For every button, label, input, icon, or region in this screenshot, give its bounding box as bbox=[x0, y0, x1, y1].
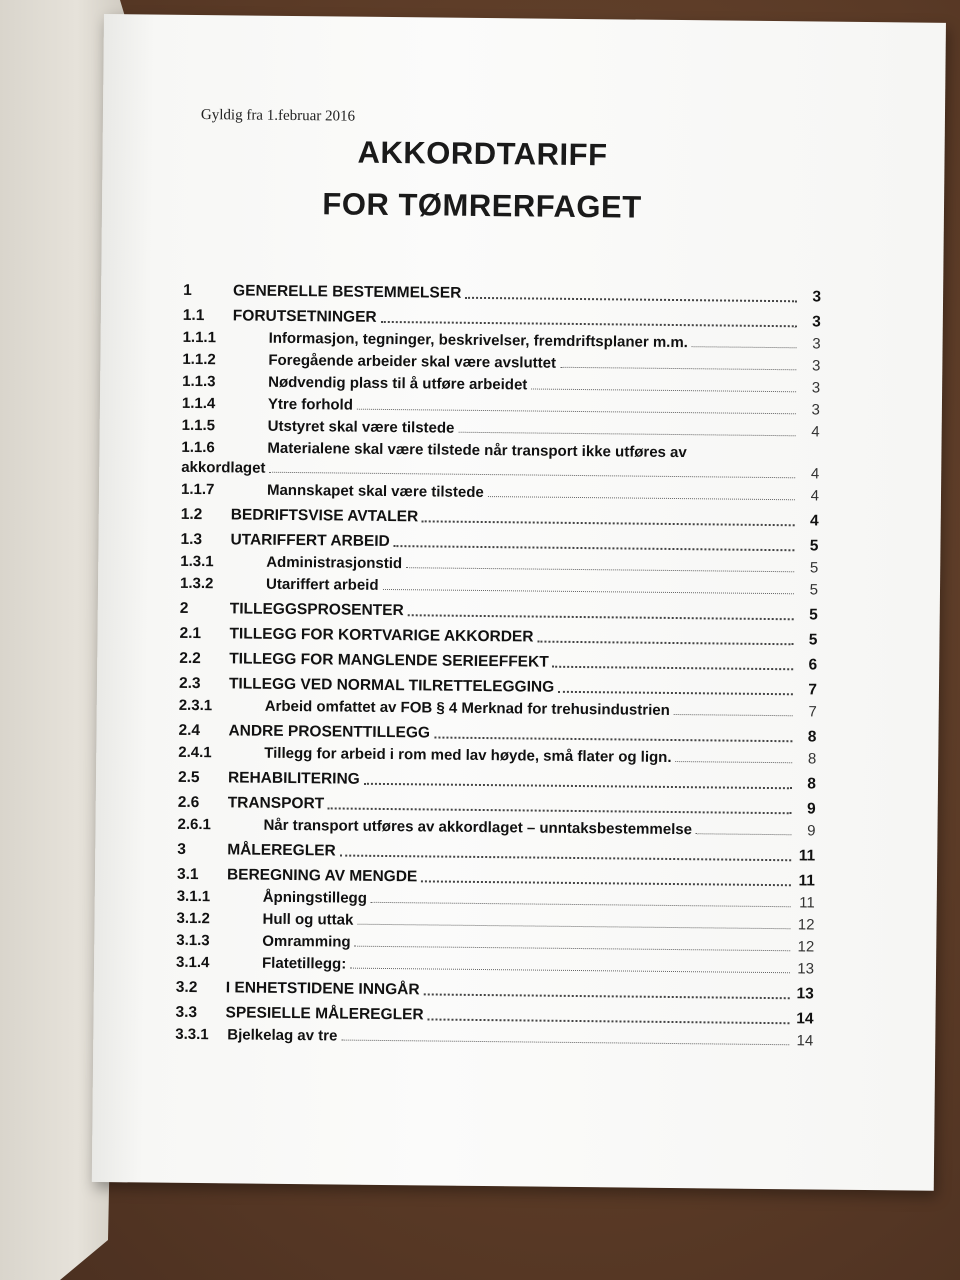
toc-entry-page: 12 bbox=[797, 938, 815, 956]
toc-entry-number: 3.3.1 bbox=[175, 1025, 209, 1044]
dot-leader bbox=[371, 888, 791, 907]
toc-entry-page: 13 bbox=[797, 960, 815, 978]
document-title-line2: FOR TØMRERFAGET bbox=[322, 186, 642, 225]
toc-entry-page: 8 bbox=[807, 775, 817, 793]
toc-entry-title: Foregående arbeider skal være avsluttet bbox=[268, 351, 557, 372]
dot-leader bbox=[421, 866, 791, 886]
toc-entry-title: I ENHETSTIDENE INNGÅR bbox=[225, 979, 420, 999]
toc-entry-page: 4 bbox=[811, 423, 820, 441]
toc-entry bbox=[179, 648, 817, 677]
toc-entry-number: 1.1.1 bbox=[182, 328, 217, 347]
toc-entry-title: FORUTSETNINGER bbox=[232, 307, 377, 326]
dot-leader bbox=[357, 910, 790, 930]
toc-entry-title: Informasjon, tegninger, beskrivelser, fremdriftsplaner m.m. bbox=[268, 329, 688, 352]
toc-entry bbox=[180, 598, 818, 627]
table-of-contents bbox=[175, 277, 821, 1053]
toc-entry-page: 7 bbox=[808, 703, 817, 721]
toc-entry-number: 1.1.6 bbox=[181, 438, 215, 457]
dot-leader bbox=[424, 979, 790, 999]
toc-entry-page: 3 bbox=[811, 379, 821, 397]
toc-entry bbox=[178, 767, 816, 796]
toc-entry-number: 1.2 bbox=[180, 505, 203, 524]
toc-entry-title: Mannskapet skal være tilstede bbox=[266, 481, 484, 502]
dot-leader bbox=[428, 1004, 790, 1024]
toc-entry-page: 11 bbox=[799, 894, 815, 912]
toc-entry-title: Ytre forhold bbox=[267, 395, 354, 414]
toc-entry-page: 8 bbox=[807, 750, 817, 768]
toc-entry-number: 3.1.4 bbox=[175, 953, 210, 972]
toc-entry bbox=[181, 437, 819, 486]
toc-entry-title: MÅLEREGLER bbox=[227, 841, 336, 860]
toc-entry-number: 3.2 bbox=[175, 978, 198, 997]
toc-entry-title: Administrasjonstid bbox=[266, 553, 403, 573]
toc-entry-title: TRANSPORT bbox=[227, 794, 325, 813]
dot-leader bbox=[696, 819, 792, 835]
toc-entry-page: 6 bbox=[808, 656, 818, 674]
toc-entry-number: 1.1.3 bbox=[182, 372, 216, 391]
toc-entry-number: 1 bbox=[183, 281, 192, 299]
toc-entry-title: BEREGNING AV MENGDE bbox=[226, 866, 418, 886]
dot-leader bbox=[406, 553, 794, 572]
toc-entry-number: 2.2 bbox=[179, 649, 201, 668]
dot-leader bbox=[269, 458, 795, 479]
dot-leader bbox=[328, 793, 792, 814]
dot-leader bbox=[355, 932, 791, 952]
dot-leader bbox=[531, 374, 796, 392]
dot-leader bbox=[465, 283, 797, 302]
toc-entry-number: 1.3 bbox=[180, 530, 203, 549]
toc-entry-number: 2.4 bbox=[178, 721, 201, 740]
toc-entry-number: 2.6 bbox=[177, 793, 200, 812]
toc-entry-page: 4 bbox=[810, 487, 820, 505]
toc-entry-title: Nødvendig plass til å utføre arbeidet bbox=[268, 373, 528, 394]
dot-leader bbox=[458, 418, 795, 437]
dot-leader bbox=[676, 747, 793, 763]
toc-entry-number: 2.1 bbox=[179, 624, 202, 643]
toc-entry-page: 4 bbox=[810, 512, 819, 530]
dot-leader bbox=[422, 506, 795, 526]
toc-entry-page: 4 bbox=[810, 465, 820, 483]
dot-leader bbox=[553, 652, 794, 671]
toc-entry-number: 1.1 bbox=[182, 306, 205, 325]
toc-entry-page: 7 bbox=[808, 681, 818, 699]
toc-entry bbox=[177, 839, 815, 868]
toc-entry-title: Hull og uttak bbox=[262, 910, 354, 929]
toc-entry-title-continued: akkordlaget bbox=[181, 458, 266, 477]
toc-entry bbox=[179, 623, 817, 652]
toc-entry-number: 1.3.2 bbox=[179, 574, 214, 593]
toc-entry-title: Arbeid omfattet av FOB § 4 Merknad for trehusindustrien bbox=[264, 697, 670, 719]
toc-entry bbox=[183, 280, 821, 309]
toc-entry-number: 1.1.5 bbox=[181, 416, 216, 435]
toc-entry-number: 2 bbox=[179, 599, 189, 617]
toc-entry-page: 5 bbox=[809, 559, 819, 577]
toc-entry-page: 9 bbox=[807, 822, 816, 840]
dot-leader bbox=[560, 353, 797, 370]
toc-entry-page: 3 bbox=[811, 357, 821, 375]
toc-entry-number: 2.3 bbox=[178, 674, 201, 693]
toc-entry-title: SPESIELLE MÅLEREGLER bbox=[225, 1004, 424, 1024]
toc-entry-title: Flatetillegg: bbox=[261, 954, 347, 973]
toc-entry-number: 2.5 bbox=[177, 768, 200, 787]
dot-leader bbox=[537, 627, 793, 646]
toc-entry-page: 8 bbox=[807, 728, 817, 746]
toc-entry-number: 3.3 bbox=[175, 1003, 198, 1022]
dot-leader bbox=[558, 677, 793, 695]
dot-leader bbox=[692, 332, 797, 348]
document-page bbox=[92, 14, 946, 1191]
dot-leader bbox=[383, 575, 795, 594]
toc-entry-title: Materialene skal være tilstede når transport ikke utføres av bbox=[267, 439, 687, 462]
toc-entry-title: TILLEGG VED NORMAL TILRETTELEGGING bbox=[228, 675, 555, 696]
toc-entry-title: Åpningstillegg bbox=[262, 888, 368, 907]
toc-entry-number: 1.1.4 bbox=[181, 394, 216, 413]
toc-entry-title: ANDRE PROSENTTILLEGG bbox=[228, 722, 431, 742]
toc-entry-page: 11 bbox=[798, 847, 816, 865]
toc-entry-title: TILLEGGSPROSENTER bbox=[229, 600, 404, 620]
toc-entry-number: 1.1.2 bbox=[182, 350, 216, 369]
toc-entry-number: 2.3.1 bbox=[178, 696, 213, 715]
dot-leader bbox=[357, 395, 796, 415]
toc-entry-page: 5 bbox=[809, 537, 819, 555]
dot-leader bbox=[488, 482, 795, 500]
toc-entry bbox=[176, 977, 814, 1006]
dot-leader bbox=[340, 841, 792, 862]
toc-entry-number: 1.3.1 bbox=[180, 552, 214, 571]
toc-entry-title: UTARIFFERT ARBEID bbox=[230, 531, 390, 551]
toc-entry-page: 3 bbox=[812, 288, 822, 306]
toc-entry-page: 3 bbox=[812, 335, 821, 353]
toc-entry-number: 3.1.2 bbox=[176, 909, 210, 928]
toc-entry-page: 5 bbox=[809, 606, 818, 624]
validity-date: Gyldig fra 1.februar 2016 bbox=[200, 107, 356, 125]
toc-entry-page: 14 bbox=[796, 1010, 814, 1028]
toc-entry-page: 9 bbox=[807, 800, 816, 818]
dot-leader bbox=[364, 769, 792, 789]
toc-entry-number: 1.1.7 bbox=[180, 480, 215, 499]
toc-entry-page: 5 bbox=[808, 631, 818, 649]
toc-entry-title: Omramming bbox=[262, 932, 351, 951]
toc-entry-title: GENERELLE BESTEMMELSER bbox=[233, 282, 462, 302]
toc-entry-page: 12 bbox=[797, 916, 815, 934]
toc-entry-title: Utstyret skal være tilstede bbox=[267, 417, 455, 437]
toc-entry-page: 3 bbox=[812, 313, 821, 331]
dot-leader bbox=[408, 600, 794, 620]
document-title-line1: AKKORDTARIFF bbox=[357, 134, 608, 173]
toc-entry-number: 3 bbox=[177, 840, 186, 858]
toc-entry-page: 14 bbox=[796, 1032, 814, 1050]
toc-entry-title: REHABILITERING bbox=[227, 769, 360, 788]
dot-leader bbox=[394, 531, 795, 551]
toc-entry-number: 2.6.1 bbox=[177, 815, 211, 834]
toc-entry-page: 5 bbox=[809, 581, 819, 599]
dot-leader bbox=[674, 700, 793, 716]
toc-entry-title: TILLEGG FOR MANGLENDE SERIEEFFEKT bbox=[229, 650, 549, 671]
toc-entry-number: 2.4.1 bbox=[178, 743, 212, 762]
toc-entry-title: Tillegg for arbeid i rom med lav høyde, små flater og lign. bbox=[264, 744, 672, 766]
toc-entry-page: 13 bbox=[796, 985, 814, 1003]
toc-entry-title: TILLEGG FOR KORTVARIGE AKKORDER bbox=[229, 625, 534, 646]
toc-entry-number: 3.1.1 bbox=[176, 887, 211, 906]
toc-entry-number: 3.1.3 bbox=[176, 931, 210, 950]
dot-leader bbox=[350, 954, 790, 974]
dot-leader bbox=[434, 722, 793, 742]
dot-leader bbox=[381, 307, 797, 327]
toc-entry-title: Utariffert arbeid bbox=[265, 575, 379, 594]
toc-entry-title: BEDRIFTSVISE AVTALER bbox=[230, 506, 419, 526]
toc-entry-number: 3.1 bbox=[176, 865, 199, 884]
toc-entry-title: Når transport utføres av akkordlaget – unntaksbestemmelse bbox=[263, 816, 693, 839]
toc-entry-title: Bjelkelag av tre bbox=[227, 1026, 338, 1045]
toc-entry-page: 3 bbox=[811, 401, 820, 419]
toc-entry-page: 11 bbox=[798, 872, 816, 890]
toc-entry bbox=[181, 504, 819, 533]
